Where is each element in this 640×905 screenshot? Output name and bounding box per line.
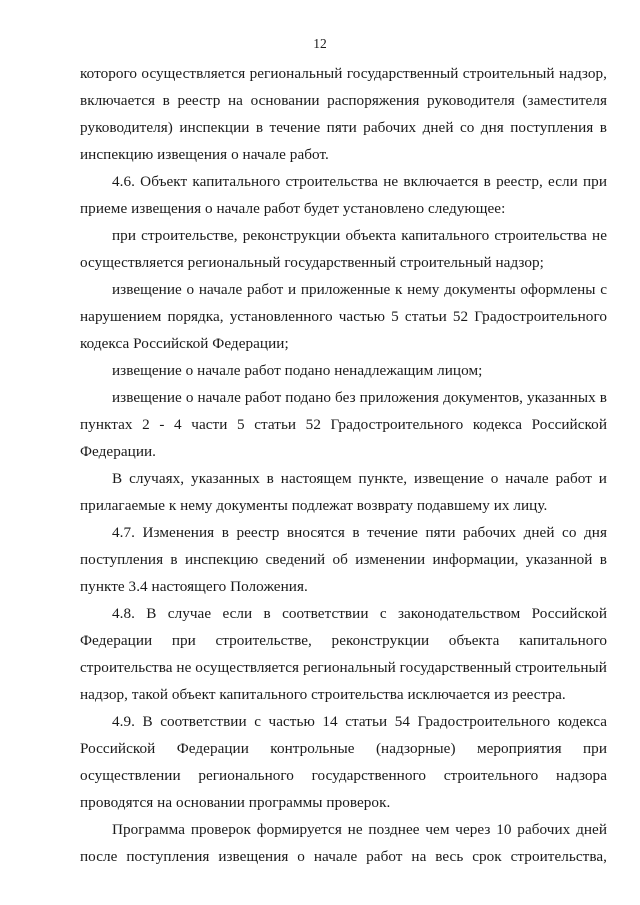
page-number: 12 — [313, 36, 327, 51]
text-line: пунктах 2 - 4 части 5 статьи 52 Градостроительного кодекса Российской — [80, 416, 607, 433]
text-line: осуществлении регионального государственного строительного надзора — [80, 767, 607, 784]
text-line: 4.8. В случае если в соответствии с законодательством Российской — [112, 605, 607, 622]
text-line: 4.9. В соответствии с частью 14 статьи 54 Градостроительного кодекса — [112, 713, 607, 730]
text-line: пункте 3.4 настоящего Положения. — [80, 578, 308, 595]
text-line: 4.6. Объект капитального строительства не включается в реестр, если при — [112, 173, 607, 190]
text-line: строительства не осуществляется региональный государственный строительный — [80, 659, 607, 676]
text-line: инспекцию извещения о начале работ. — [80, 146, 329, 163]
text-line: Программа проверок формируется не позднее чем через 10 рабочих дней — [112, 821, 607, 838]
text-line: приеме извещения о начале работ будет установлено следующее: — [80, 200, 506, 217]
text-line: поступления в инспекцию сведений об изменении информации, указанной в — [80, 551, 607, 568]
text-line: после поступления извещения о начале работ на весь срок строительства, — [80, 848, 607, 865]
text-line: кодекса Российской Федерации; — [80, 335, 289, 352]
text-line: которого осуществляется региональный государственный строительный надзор, — [80, 65, 607, 82]
text-line: руководителя) инспекции в течение пяти рабочих дней со дня поступления в — [80, 119, 607, 136]
text-line: В случаях, указанных в настоящем пункте, извещение о начале работ и — [112, 470, 607, 487]
text-line: включается в реестр на основании распоряжения руководителя (заместителя — [80, 92, 607, 109]
text-line: надзор, такой объект капитального строительства исключается из реестра. — [80, 686, 566, 703]
text-line: нарушением порядка, установленного частью 5 статьи 52 Градостроительного — [80, 308, 607, 325]
text-line: Федерации. — [80, 443, 157, 460]
text-line: извещение о начале работ подано без приложения документов, указанных в — [112, 389, 607, 406]
text-line: Российской Федерации контрольные (надзорные) мероприятия при — [80, 740, 607, 757]
text-line: при строительстве, реконструкции объекта капитального строительства не — [112, 227, 607, 244]
text-line: Федерации при строительстве, реконструкции объекта капитального — [80, 632, 607, 649]
text-line: осуществляется региональный государственный строительный надзор; — [80, 254, 544, 271]
text-line: извещение о начале работ подано ненадлежащим лицом; — [112, 362, 483, 379]
text-line: проводятся на основании программы проверок. — [80, 794, 391, 811]
text-line: 4.7. Изменения в реестр вносятся в течение пяти рабочих дней со дня — [112, 524, 607, 541]
text-line: извещение о начале работ и приложенные к нему документы оформлены с — [112, 281, 607, 298]
text-line: прилагаемые к нему документы подлежат возврату подавшему их лицу. — [80, 497, 548, 514]
